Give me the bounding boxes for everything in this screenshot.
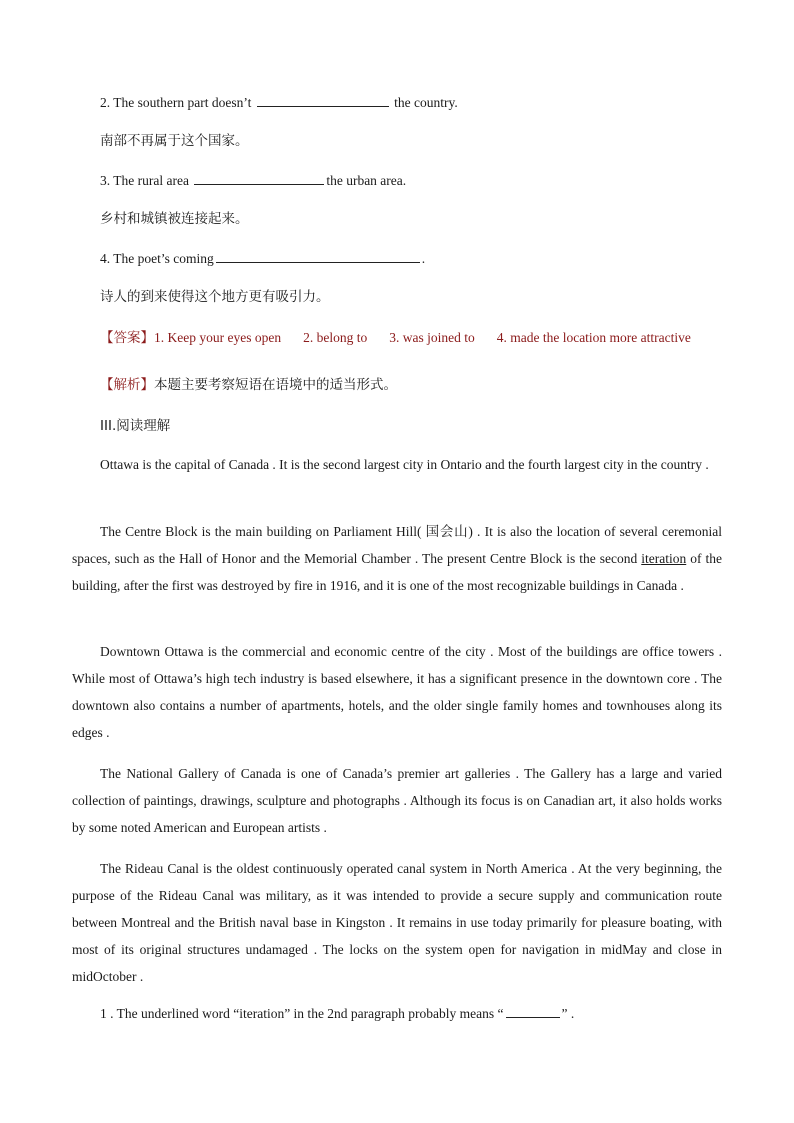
paragraph-text: The National Gallery of Canada is one of Canada’s premier art galleries . The Gallery has a large and varied collection of paintings, drawings, sculpture and photographs . Although its focus is on Canadian art, it also holds works by some noted American and European artists .: [72, 766, 722, 835]
exercise-item-3: [100, 172, 406, 190]
answer-blank: [506, 1005, 560, 1018]
section-heading: III.阅读理解: [100, 418, 171, 434]
paragraph-text-part: of the building, after the first was destroyed by fire in 1916, and it is one of the most recognizable buildings in Canada .: [72, 551, 722, 593]
answer-4: 4. made the location more attractive: [496, 330, 691, 345]
answer-line: [100, 329, 691, 347]
paragraph-text: The Rideau Canal is the oldest continuously operated canal system in North America . At the very beginning, the purpose of the Rideau Canal was military, as it was intended to provide a secure supply and communication route between Montreal and the British naval base in Kingston . It remains in use today primarily for pleasure boating, with most of its original structures undamaged . The locks on the system open for navigation in midMay and close in midOctober .: [72, 861, 722, 984]
item-4-translation: 诗人的到来使得这个地方更有吸引力。: [100, 289, 330, 305]
item-2-prefix: 2. The southern part doesn’t: [100, 95, 252, 110]
paragraph-text-part: The Centre Block is the main building on Parliament Hill( 国会山) . It is also the location of several ceremonial spaces, such as the Hall of Honor and the Memorial Chamber . The present Centre Block is the second: [72, 524, 722, 566]
answer-blank: [216, 250, 420, 263]
passage-paragraph-4: [72, 760, 722, 841]
answer-blank: [194, 172, 324, 185]
passage-paragraph-2: [72, 518, 722, 599]
answer-2: 2. belong to: [303, 330, 368, 345]
paragraph-text: Downtown Ottawa is the commercial and economic centre of the city . Most of the buildings are office towers . While most of Ottawa’s high tech industry is based elsewhere, it has a significant presence in the downtown core . The downtown also contains a number of apartments, hotels, and the older single family homes and townhouses along its edges .: [72, 644, 722, 740]
answer-3: 3. was joined to: [389, 330, 475, 345]
analysis-tag: 【解析】: [100, 377, 154, 393]
answer-tag: 【答案】: [100, 330, 154, 346]
item-4-prefix: 4. The poet’s coming: [100, 251, 214, 266]
analysis-line: [100, 376, 397, 394]
analysis-text: 本题主要考察短语在语境中的适当形式。: [154, 377, 397, 393]
underlined-word: iteration: [641, 551, 687, 566]
exercise-item-2: [100, 94, 458, 112]
passage-paragraph-3: [72, 638, 722, 746]
item-2-suffix: the country.: [394, 95, 458, 110]
item-3-translation: 乡村和城镇被连接起来。: [100, 211, 249, 227]
answer-blank: [257, 94, 389, 107]
question-1: [100, 1005, 574, 1023]
item-4-suffix: .: [421, 251, 426, 266]
item-2-translation: 南部不再属于这个国家。: [100, 133, 249, 149]
question-1-text: 1 . The underlined word “iteration” in the 2nd paragraph probably means “: [100, 1006, 504, 1021]
passage-paragraph-5: [72, 855, 722, 990]
item-3-suffix: the urban area.: [326, 173, 407, 188]
question-1-end: ” .: [561, 1006, 575, 1021]
answer-1: 1. Keep your eyes open: [154, 330, 282, 345]
passage-paragraph-1: [72, 451, 722, 478]
paragraph-text: [72, 518, 722, 599]
exercise-item-4: [100, 250, 425, 268]
item-3-prefix: 3. The rural area: [100, 173, 189, 188]
paragraph-text: Ottawa is the capital of Canada . It is the second largest city in Ontario and the fourth largest city in the country .: [100, 457, 709, 472]
